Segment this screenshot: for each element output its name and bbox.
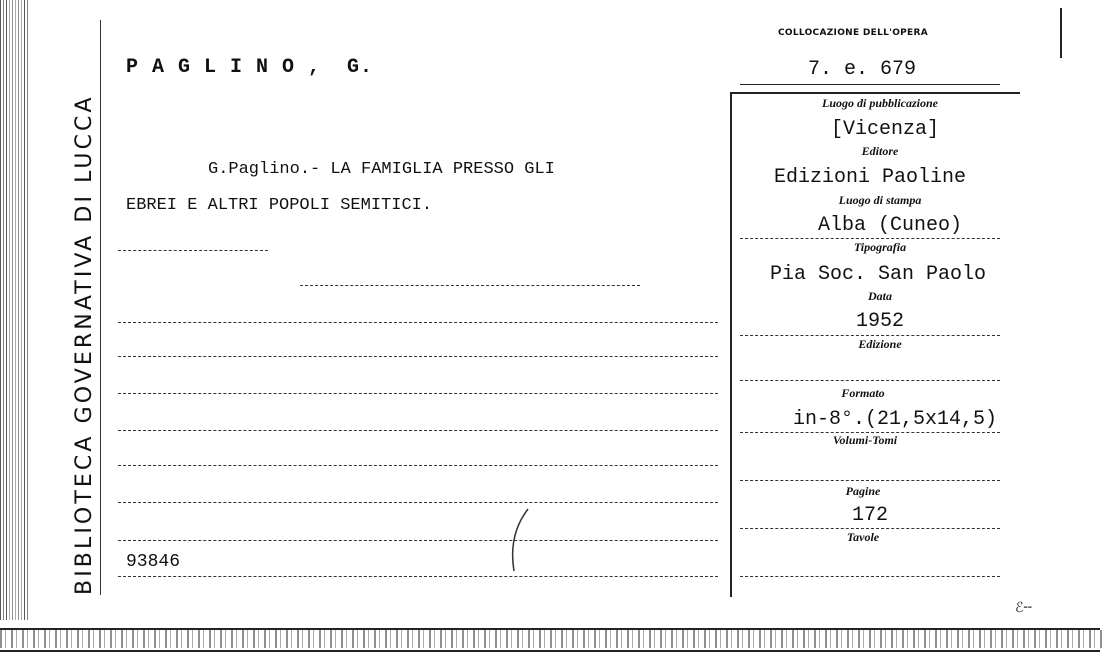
scan-edge-left-overlay <box>8 0 22 620</box>
field-rule <box>740 576 1000 577</box>
label-editore: Editore <box>861 144 899 158</box>
rule-line <box>118 502 718 503</box>
label-edizione: Edizione <box>858 337 902 351</box>
field-rule <box>740 238 1000 239</box>
rule-line <box>118 465 718 466</box>
value-luogo-pubblicazione: [Vicenza] <box>830 118 940 141</box>
card-bottom-border-lower <box>0 650 1100 652</box>
label-formato: Formato <box>841 386 885 400</box>
field-rule <box>740 480 1000 481</box>
value-tipografia: Pia Soc. San Paolo <box>769 263 987 286</box>
title-line-1: G.Paglino.- LA FAMIGLIA PRESSO GLI <box>208 160 555 179</box>
library-name-vertical: BIBLIOTECA GOVERNATIVA DI LUCCA <box>72 94 97 595</box>
right-box-top <box>730 92 1020 94</box>
rule-line <box>300 285 640 286</box>
value-pagine: 172 <box>851 504 888 527</box>
right-edge-mark <box>1060 8 1062 58</box>
label-pagine: Pagine <box>845 484 881 498</box>
rule-line <box>118 356 718 357</box>
collocation-value: 7. e. 679 <box>808 58 917 81</box>
label-luogo-pubblicazione: Luogo di pubblicazione <box>821 96 938 110</box>
rule-line <box>118 250 268 251</box>
scan-edge-bottom <box>0 630 1105 648</box>
rule-line <box>118 322 718 323</box>
collocation-label: COLLOCAZIONE DELL'OPERA <box>778 28 928 38</box>
field-rule <box>740 432 1000 433</box>
field-rule <box>740 335 1000 336</box>
rule-line <box>118 430 718 431</box>
value-formato: in-8°.(21,5x14,5) <box>792 408 998 431</box>
value-luogo-stampa: Alba (Cuneo) <box>817 214 963 237</box>
field-rule <box>740 528 1000 529</box>
left-margin-rule <box>100 20 101 595</box>
inventory-number: 93846 <box>126 552 181 572</box>
corner-scribble: ℰ╌ <box>1015 601 1032 617</box>
title-line-2: EBREI E ALTRI POPOLI SEMITICI. <box>126 196 433 215</box>
stray-pen-mark <box>500 505 540 575</box>
rule-line <box>118 393 718 394</box>
value-data: 1952 <box>855 310 904 333</box>
label-volumi-tomi: Volumi-Tomi <box>832 433 898 447</box>
label-tavole: Tavole <box>846 530 880 544</box>
label-luogo-stampa: Luogo di stampa <box>838 193 922 207</box>
rule-line <box>118 540 718 541</box>
collocation-underline <box>740 84 1000 85</box>
label-tipografia: Tipografia <box>853 240 907 254</box>
value-editore: Edizioni Paoline <box>773 166 967 189</box>
author-heading: P A G L I N O , G. <box>126 56 374 79</box>
label-data: Data <box>868 289 892 303</box>
field-rule <box>740 380 1000 381</box>
rule-line <box>118 576 718 577</box>
